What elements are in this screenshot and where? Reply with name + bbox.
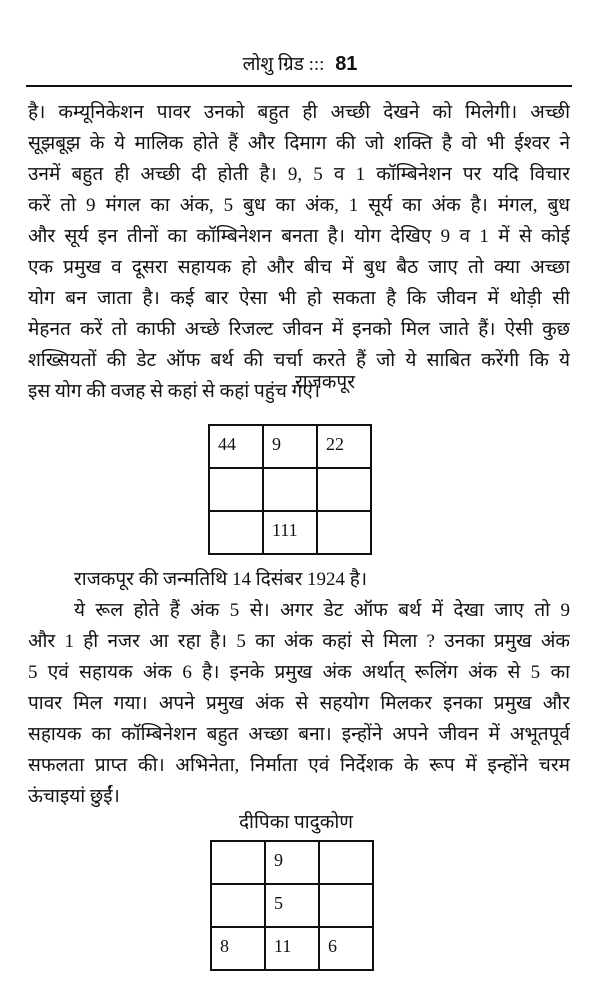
grid-cell — [263, 468, 317, 511]
grid-cell: 9 — [263, 425, 317, 468]
grid-cell: 8 — [211, 927, 265, 970]
page-number: 81 — [335, 53, 358, 75]
text-line: करें तो 9 मंगल का अंक, 5 बुध का अंक, 1 सूर्य का अंक है। मंगल, बुध — [28, 195, 570, 216]
loshu-grid-rajkapoor — [208, 424, 372, 555]
text-line: ये रूल होते हैं अंक 5 से। अगर डेट ऑफ बर्थ में देखा जाए तो 9 — [74, 600, 570, 621]
grid-cell — [319, 884, 373, 927]
text-line: एक प्रमुख व दूसरा सहायक हो और बीच में बुध बैठ जाए तो क्या अच्छा — [28, 257, 570, 278]
grid-title-rajkapoor: राजकपूर — [295, 372, 355, 393]
text-line: सूझबूझ के ये मालिक होते हैं और दिमाग की जो शक्ति है वो भी ईश्वर ने — [28, 133, 570, 154]
grid-cell: 11 — [265, 927, 319, 970]
grid-cell — [317, 511, 371, 554]
text-line: मेहनत करें तो काफी अच्छे रिजल्ट जीवन में इनको मिल जाते हैं। ऐसी कुछ — [28, 319, 570, 340]
paragraph-2 — [28, 595, 570, 812]
text-line: है। कम्यूनिकेशन पावर उनको बहुत ही अच्छी देखने को मिलेगी। अच्छी — [28, 102, 570, 123]
grid-cell: 9 — [265, 841, 319, 884]
grid-cell — [211, 884, 265, 927]
running-title: लोशु ग्रिड ::: — [242, 54, 325, 75]
text-line: पावर मिल गया। अपने प्रमुख अंक से सहयोग मिलकर इनका प्रमुख और — [28, 693, 570, 714]
grid-cell: 111 — [263, 511, 317, 554]
page-header — [0, 50, 600, 76]
grid-cell — [211, 841, 265, 884]
text-line: योग बन जाता है। कई बार ऐसा भी हो सकता है कि जीवन में थोड़ी सी — [28, 288, 570, 309]
birthdate-caption: राजकपूर की जन्मतिथि 14 दिसंबर 1924 है। — [74, 569, 368, 590]
text-line: और सूर्य इन तीनों का कॉम्बिनेशन बनता है। योग देखिए 9 व 1 में से कोई — [28, 226, 570, 247]
text-line: उनमें बहुत ही अच्छी दी होती है। 9, 5 व 1 कॉम्बिनेशन पर यदि विचार — [28, 164, 570, 185]
text-line: शख्सियतों की डेट ऑफ बर्थ की चर्चा करते हैं जो ये साबित करेंगी कि ये — [28, 350, 570, 371]
header-rule — [26, 85, 572, 87]
text-line: 5 एवं सहायक अंक 6 है। इनके प्रमुख अंक अर्थात् रूलिंग अंक से 5 का — [28, 662, 570, 683]
grid-cell: 44 — [209, 425, 263, 468]
text-line: ऊंचाइयां छुईं। — [28, 786, 120, 807]
grid-title-deepika: दीपिका पादुकोण — [238, 812, 354, 833]
grid-cell: 6 — [319, 927, 373, 970]
text-line: सहायक का कॉम्बिनेशन बहुत अच्छा बना। इन्होंने अपने जीवन में अभूतपूर्व — [28, 724, 570, 745]
grid-cell: 5 — [265, 884, 319, 927]
loshu-grid-deepika — [210, 840, 374, 971]
text-line: सफलता प्राप्त की। अभिनेता, निर्माता एवं निर्देशक के रूप में इन्होंने चरम — [28, 755, 570, 776]
paragraph-1 — [28, 97, 570, 407]
text-line: इस योग की वजह से कहां से कहां पहुंच गए। — [28, 381, 321, 402]
grid-cell: 22 — [317, 425, 371, 468]
grid-cell — [317, 468, 371, 511]
grid-cell — [209, 511, 263, 554]
grid-cell — [209, 468, 263, 511]
grid-cell — [319, 841, 373, 884]
text-line: और 1 ही नजर आ रहा है। 5 का अंक कहां से मिला ? उनका प्रमुख अंक — [28, 631, 570, 652]
